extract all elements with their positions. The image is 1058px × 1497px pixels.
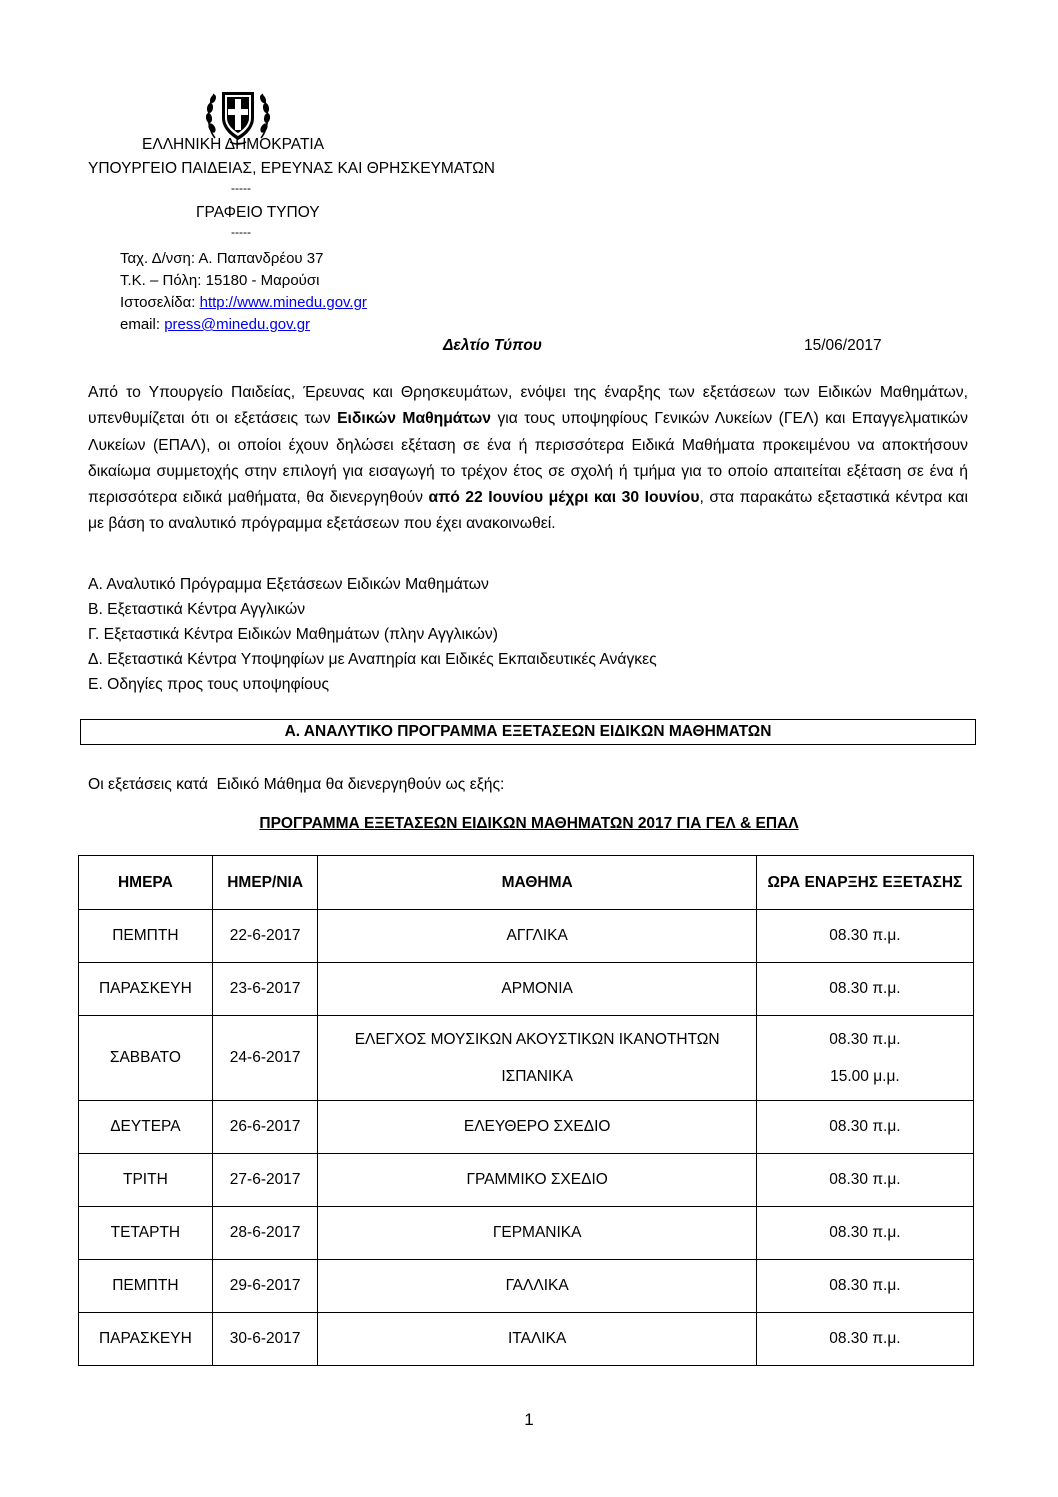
schedule-title: ΠΡΟΓΡΑΜΜΑ ΕΞΕΤΑΣΕΩΝ ΕΙΔΙΚΩΝ ΜΑΘΗΜΑΤΩΝ 2017 ΓΙΑ ΓΕΛ & ΕΠΑΛ <box>259 815 799 832</box>
intro-paragraph <box>88 380 968 538</box>
header-separator: ----- <box>231 225 251 239</box>
table-row <box>79 1016 974 1101</box>
toc-item: Γ. Εξεταστικά Κέντρα Ειδικών Μαθημάτων (πλην Αγγλικών) <box>88 626 498 643</box>
intro-emphasis: Ειδικών Μαθημάτων <box>337 410 491 428</box>
postal-address: Ταχ. Δ/νση: Α. Παπανδρέου 37 <box>120 250 324 267</box>
website-label: Ιστοσελίδα: <box>120 294 200 311</box>
website-line <box>120 294 367 311</box>
time-cell: 08.30 π.μ. <box>756 1101 973 1154</box>
subject-cell: ΓΑΛΛΙΚΑ <box>318 1260 756 1313</box>
date-cell: 22-6-2017 <box>212 910 318 963</box>
page-number: 1 <box>524 1410 534 1429</box>
toc-item: Α. Αναλυτικό Πρόγραμμα Εξετάσεων Ειδικών Μαθημάτων <box>88 576 489 593</box>
table-row <box>79 1207 974 1260</box>
header-separator: ----- <box>231 181 251 195</box>
day-cell: ΠΑΡΑΣΚΕΥΗ <box>79 963 213 1016</box>
table-row <box>79 1313 974 1366</box>
subject-cell: ΓΡΑΜΜΙΚΟ ΣΧΕΔΙΟ <box>318 1154 756 1207</box>
exam-schedule-table <box>78 855 974 1366</box>
time-cell: 08.30 π.μ. <box>756 1260 973 1313</box>
day-cell: ΠΕΜΠΤΗ <box>79 1260 213 1313</box>
time-cell: 08.30 π.μ. <box>756 910 973 963</box>
subject-entry: ΙΣΠΑΝΙΚΑ <box>501 1068 573 1085</box>
subject-entry: ΕΛΕΓΧΟΣ ΜΟΥΣΙΚΩΝ ΑΚΟΥΣΤΙΚΩΝ ΙΚΑΝΟΤΗΤΩΝ <box>354 1031 720 1048</box>
date-cell: 24-6-2017 <box>212 1016 318 1101</box>
time-cell <box>756 1016 973 1101</box>
time-cell: 08.30 π.μ. <box>756 963 973 1016</box>
press-office-heading: ΓΡΑΦΕΙΟ ΤΥΠΟΥ <box>196 204 320 221</box>
subject-cell: ΑΡΜΟΝΙΑ <box>318 963 756 1016</box>
press-release-date: 15/06/2017 <box>804 337 882 354</box>
section-a-lead: Οι εξετάσεις κατά Ειδικό Μάθημα θα διενεργηθούν ως εξής: <box>88 776 505 793</box>
time-cell: 08.30 π.μ. <box>756 1154 973 1207</box>
intro-text: Από το Υπουργείο Παιδείας, Έρευνας και Θρησκευμάτων, ενόψει της έναρξης των εξετάσεων των Ειδικών Μαθημάτων, υπενθυμίζεται ότι οι εξετάσεις των <box>88 384 968 428</box>
column-header: ΩΡΑ ΕΝΑΡΞΗΣ ΕΞΕΤΑΣΗΣ <box>756 856 973 910</box>
email-line <box>120 316 310 333</box>
republic-heading: ΕΛΛΗΝΙΚΗ ΔΗΜΟΚΡΑΤΙΑ <box>142 136 325 153</box>
day-cell: ΠΕΜΠΤΗ <box>79 910 213 963</box>
ministry-heading: ΥΠΟΥΡΓΕΙΟ ΠΑΙΔΕΙΑΣ, ΕΡΕΥΝΑΣ ΚΑΙ ΘΡΗΣΚΕΥΜΑΤΩΝ <box>88 160 495 177</box>
date-cell: 26-6-2017 <box>212 1101 318 1154</box>
toc-item: Β. Εξεταστικά Κέντρα Αγγλικών <box>88 601 306 618</box>
day-cell: ΤΕΤΑΡΤΗ <box>79 1207 213 1260</box>
intro-text: για τους υποψηφίους Γενικών Λυκείων (ΓΕΛ) και Επαγγελματικών Λυκείων (ΕΠΑΛ), οι οποίοι έχουν δηλώσει εξέταση σε ένα ή περισσότερα Ειδικά Μαθήματα προκειμένου να αποκτήσουν δικαίωμα συμμετοχής στην επιλογή για εισαγωγή το τρέχον έτος σε σχολή ή τμήμα για το οποίο απαιτείται εξέταση σε ένα ή περισσότερα ειδικά μαθήματα, θα διενεργηθούν <box>88 410 968 507</box>
subject-cell <box>318 1016 756 1101</box>
intro-emphasis: από 22 Ιουνίου μέχρι και 30 Ιουνίου <box>428 489 700 507</box>
table-row <box>79 1154 974 1207</box>
email-label: email: <box>120 316 165 333</box>
subject-cell: ΕΛΕΥΘΕΡΟ ΣΧΕΔΙΟ <box>318 1101 756 1154</box>
date-cell: 23-6-2017 <box>212 963 318 1016</box>
toc-item: Ε. Οδηγίες προς τους υποψηφίους <box>88 676 330 693</box>
day-cell: ΠΑΡΑΣΚΕΥΗ <box>79 1313 213 1366</box>
subject-cell: ΓΕΡΜΑΝΙΚΑ <box>318 1207 756 1260</box>
column-header: ΗΜΕΡ/ΝΙΑ <box>212 856 318 910</box>
day-cell: ΤΡΙΤΗ <box>79 1154 213 1207</box>
time-entry: 15.00 μ.μ. <box>830 1068 900 1085</box>
website-link[interactable]: http://www.minedu.gov.gr <box>199 294 367 311</box>
date-cell: 27-6-2017 <box>212 1154 318 1207</box>
column-header: ΗΜΕΡΑ <box>79 856 213 910</box>
day-cell: ΔΕΥΤΕΡΑ <box>79 1101 213 1154</box>
subject-cell: ΙΤΑΛΙΚΑ <box>318 1313 756 1366</box>
table-header-row <box>79 856 974 910</box>
time-cell: 08.30 π.μ. <box>756 1313 973 1366</box>
postal-code-city: Τ.Κ. – Πόλη: 15180 - Μαρούσι <box>120 272 320 289</box>
email-link[interactable]: press@minedu.gov.gr <box>164 316 311 333</box>
time-cell: 08.30 π.μ. <box>756 1207 973 1260</box>
table-row <box>79 963 974 1016</box>
press-release-label: Δελτίο Τύπου <box>443 337 542 354</box>
table-row <box>79 1260 974 1313</box>
intro-text: , στα παρακάτω εξεταστικά κέντρα και με βάση το αναλυτικό πρόγραμμα εξετάσεων που έχει ανακοινωθεί. <box>88 489 968 533</box>
date-cell: 29-6-2017 <box>212 1260 318 1313</box>
date-cell: 28-6-2017 <box>212 1207 318 1260</box>
table-row <box>79 910 974 963</box>
time-entry: 08.30 π.μ. <box>829 1031 901 1048</box>
subject-cell: ΑΓΓΛΙΚΑ <box>318 910 756 963</box>
table-row <box>79 1101 974 1154</box>
column-header: ΜΑΘΗΜΑ <box>318 856 756 910</box>
toc-item: Δ. Εξεταστικά Κέντρα Υποψηφίων με Αναπηρία και Ειδικές Εκπαιδευτικές Ανάγκες <box>88 651 657 668</box>
day-cell: ΣΑΒΒΑΤΟ <box>79 1016 213 1101</box>
date-cell: 30-6-2017 <box>212 1313 318 1366</box>
section-a-title: Α. ΑΝΑΛΥΤΙΚΟ ΠΡΟΓΡΑΜΜΑ ΕΞΕΤΑΣΕΩΝ ΕΙΔΙΚΩΝ ΜΑΘΗΜΑΤΩΝ <box>80 719 976 745</box>
